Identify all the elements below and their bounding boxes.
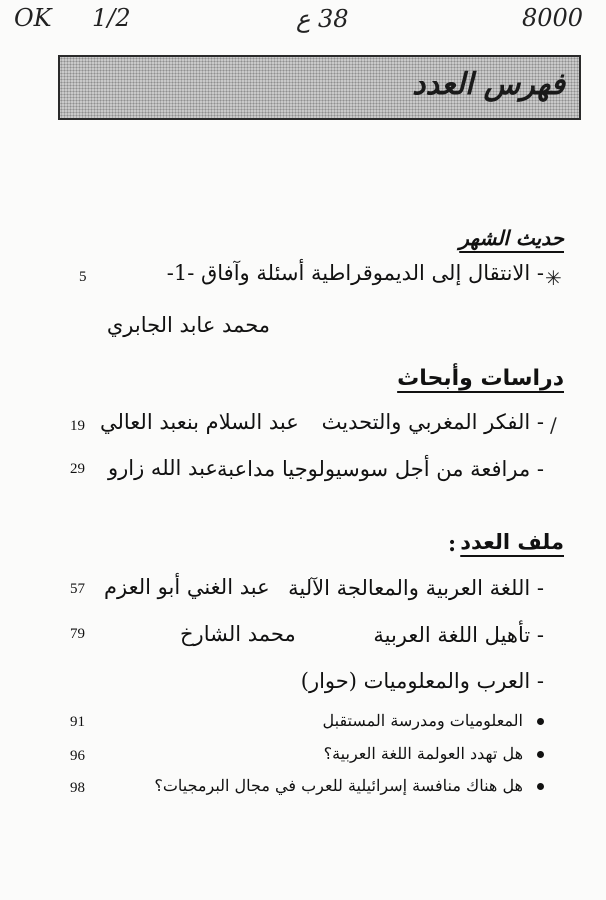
handwritten-fraction: 1/2 — [92, 4, 131, 32]
entry-arabic-rehab: - تأهيل اللغة العربية — [373, 623, 544, 647]
entry-sociology: - مرافعة من أجل سوسيولوجيا مداعبة — [217, 457, 544, 481]
title-banner — [58, 55, 581, 120]
bullet-item — [154, 776, 544, 795]
bullet-text: المعلوميات ومدرسة المستقبل — [322, 711, 523, 730]
bullet-dot — [537, 718, 544, 725]
author-benabdelali: عبد السلام بنعبد العالي — [100, 410, 299, 434]
handwritten-ok: OK — [14, 4, 52, 32]
bullet-item — [323, 711, 544, 730]
page-number: 5 — [79, 269, 87, 285]
bullet-dot — [537, 751, 544, 758]
page-title: فهرس العدد — [412, 67, 565, 102]
handwritten-issue: 38 ع — [296, 5, 349, 33]
page-number: 79 — [70, 626, 85, 642]
bullet-dot — [537, 783, 544, 790]
bullet-item — [324, 744, 544, 763]
entry-democracy: - الانتقال إلى الديموقراطية أسئلة وآفاق -1- — [166, 261, 544, 285]
entry-arabs-informatics: - العرب والمعلوميات (حوار) — [300, 669, 544, 693]
asterisk-mark: ✳ — [545, 266, 562, 290]
author-sharekh: محمد الشارخ — [180, 622, 296, 646]
bullet-text: هل تهدد العولمة اللغة العربية؟ — [323, 744, 523, 763]
handwritten-number: 8000 — [522, 4, 584, 32]
author-jabri: محمد عابد الجابري — [106, 313, 270, 337]
author-zarou: عبد الله زارو — [108, 456, 218, 480]
page-number: 29 — [70, 461, 85, 477]
page-number: 98 — [70, 780, 85, 796]
heading-file: ملف العدد — [460, 530, 564, 554]
page-number: 96 — [70, 748, 85, 764]
slash-mark: ∕ — [550, 413, 557, 437]
page-number: 19 — [70, 418, 85, 434]
heading-colon: : — [448, 531, 457, 557]
heading-hadith: حديث الشهر — [459, 226, 564, 250]
page-number: 91 — [70, 714, 85, 730]
heading-studies: دراسات وأبحاث — [397, 366, 564, 391]
entry-moroccan-thought: - الفكر المغربي والتحديث — [321, 410, 544, 434]
bullet-text: هل هناك منافسة إسرائيلية للعرب في مجال البرمجيات؟ — [154, 776, 523, 795]
page-number: 57 — [70, 581, 85, 597]
author-abouelazm: عبد الغني أبو العزم — [104, 575, 270, 599]
entry-arabic-processing: - اللغة العربية والمعالجة الآلية — [288, 576, 544, 600]
